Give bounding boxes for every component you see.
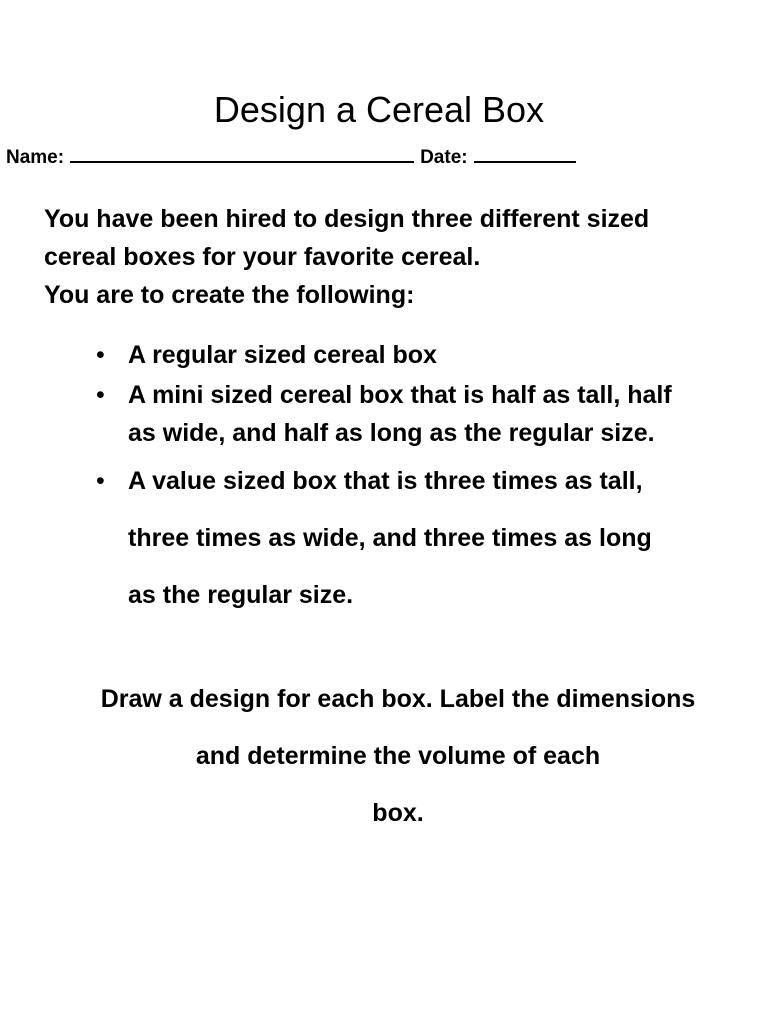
date-label: Date: [420, 147, 468, 168]
list-item-text: as the regular size. [128, 581, 354, 609]
name-blank-line [70, 143, 414, 163]
list-item-text: A value sized box that is three times as tall, [128, 467, 643, 495]
closing-instructions [0, 671, 770, 842]
bullet-icon: • [96, 341, 105, 369]
bullet-icon: • [96, 467, 105, 495]
name-date-row [6, 143, 576, 171]
list-item [92, 453, 752, 624]
closing-line: and determine the volume of each [195, 742, 601, 770]
list-item [92, 336, 752, 374]
name-label: Name: [6, 147, 65, 168]
list-item-text: A regular sized cereal box [128, 341, 437, 369]
closing-line: Draw a design for each box. Label the dimensions [100, 685, 696, 713]
closing-line: box. [372, 799, 424, 827]
intro-line: cereal boxes for your favorite cereal. [44, 243, 481, 271]
list-item-text: three times as wide, and three times as long [128, 524, 652, 552]
list-item-text: A mini sized cereal box that is half as tall, half [128, 381, 672, 409]
intro-line: You have been hired to design three different sized [44, 205, 650, 233]
page-title: Design a Cereal Box [213, 89, 545, 130]
list-item [92, 376, 752, 452]
intro-paragraph [44, 200, 744, 314]
date-blank-line [474, 143, 576, 163]
list-item-text: as wide, and half as long as the regular size. [128, 419, 655, 447]
intro-line: You are to create the following: [44, 281, 415, 309]
requirements-list [92, 336, 752, 624]
bullet-icon: • [96, 381, 105, 409]
